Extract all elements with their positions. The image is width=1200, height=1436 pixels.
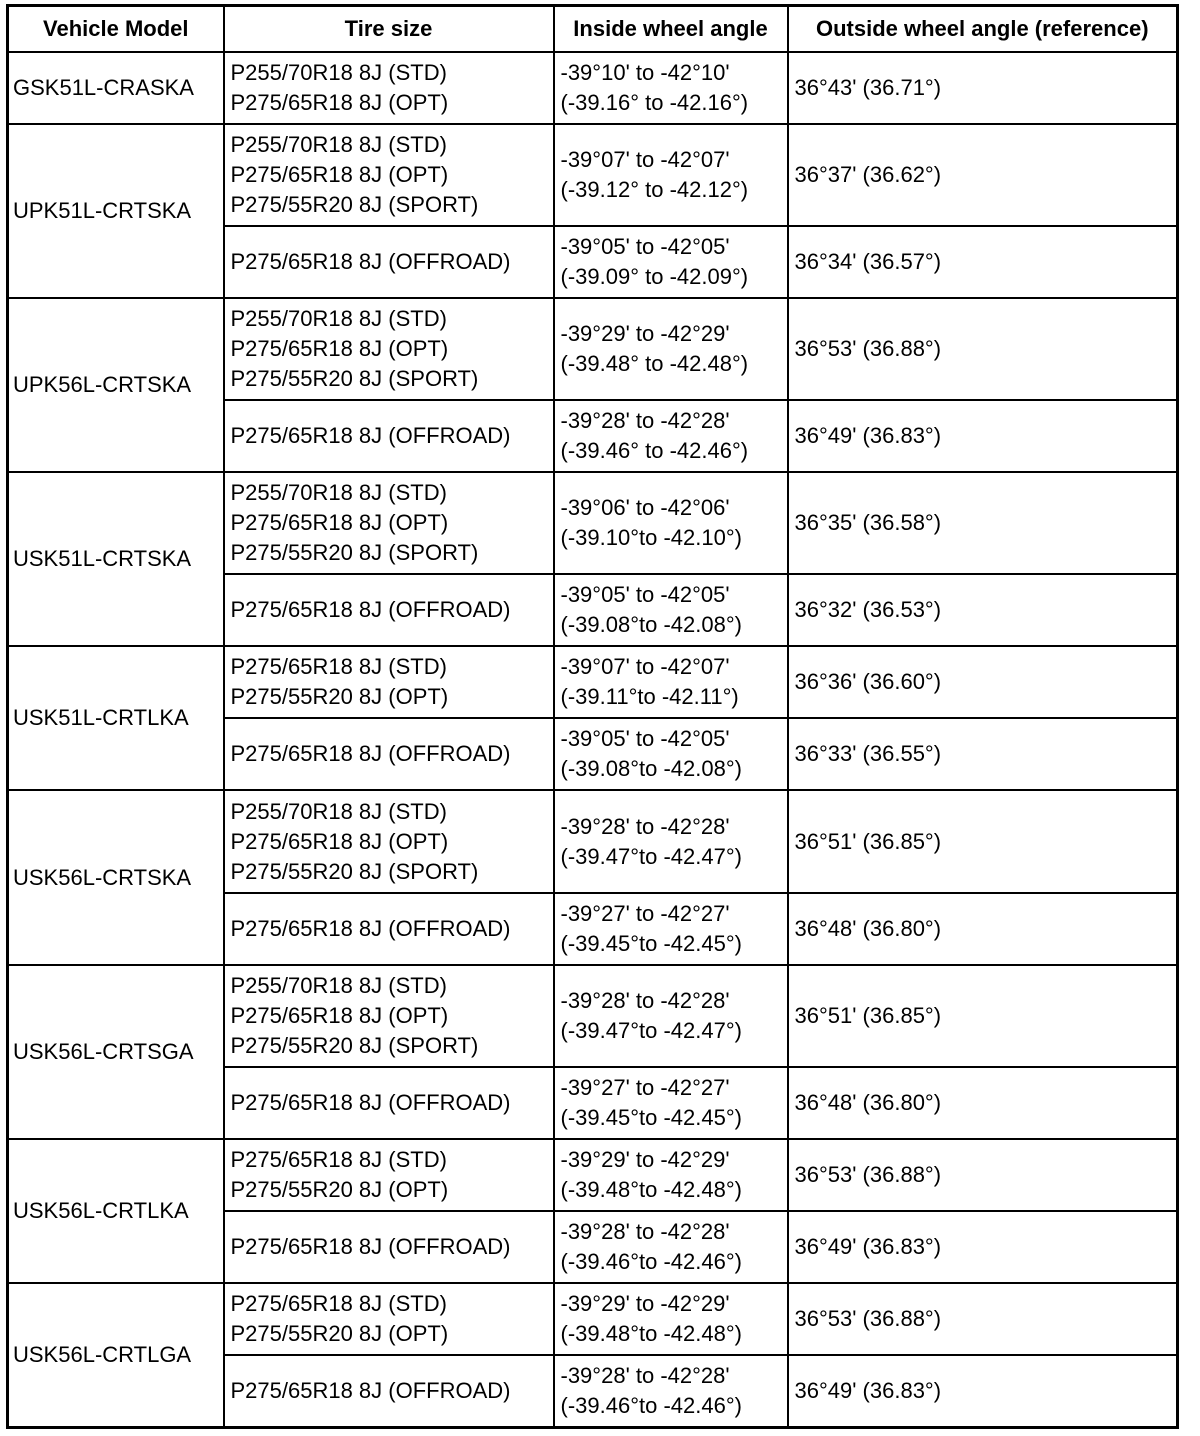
outside-wheel-angle-cell: 36°49' (36.83°): [788, 1355, 1178, 1427]
inside-angle-line: (-39.47°to -42.47°): [560, 843, 742, 869]
vehicle-model-cell: USK56L-CRTLGA: [8, 1283, 224, 1427]
table-row: [8, 1283, 1178, 1355]
tire-size-line: P275/65R18 8J (OFFROAD): [230, 597, 511, 623]
header-vehicle-model: Vehicle Model: [8, 6, 224, 52]
tire-size-line: P275/65R18 8J (STD): [230, 654, 447, 680]
vehicle-model-cell: USK56L-CRTSGA: [8, 965, 224, 1139]
tire-size-cell: [224, 124, 554, 226]
vehicle-model-cell: USK51L-CRTSKA: [8, 472, 224, 646]
tire-size-line: P275/65R18 8J (STD): [230, 1147, 447, 1172]
tire-size-cell: [224, 472, 554, 574]
table-body: [8, 52, 1178, 1428]
inside-angle-line: (-39.48°to -42.48°): [560, 1177, 742, 1202]
tire-size-cell: [224, 893, 554, 965]
inside-angle-line: -39°29' to -42°29': [560, 1291, 730, 1317]
inside-wheel-angle-cell: [554, 1139, 788, 1211]
tire-size-line: P275/65R18 8J (OFFROAD): [230, 248, 511, 274]
inside-angle-line: (-39.46° to -42.46°): [560, 438, 749, 464]
inside-wheel-angle-cell: [554, 965, 788, 1067]
inside-angle-line: (-39.46°to -42.46°): [560, 1249, 742, 1275]
tire-size-cell: [224, 298, 554, 400]
tire-size-cell: [224, 1139, 554, 1211]
vehicle-model-cell: USK51L-CRTLKA: [8, 646, 224, 790]
inside-angle-line: -39°27' to -42°27': [560, 900, 730, 926]
inside-angle-line: -39°27' to -42°27': [560, 1074, 730, 1100]
inside-angle-line: -39°05' to -42°05': [560, 582, 730, 608]
tire-size-cell: [224, 1067, 554, 1139]
inside-angle-line: -39°28' to -42°28': [560, 408, 730, 434]
inside-wheel-angle-cell: [554, 790, 788, 892]
inside-angle-line: -39°28' to -42°28': [560, 1219, 730, 1245]
inside-wheel-angle-cell: [554, 124, 788, 226]
tire-size-line: P275/65R18 8J (OPT): [230, 335, 449, 361]
tire-size-line: P275/65R18 8J (OPT): [230, 828, 449, 854]
tire-size-line: P275/55R20 8J (OPT): [230, 1177, 449, 1202]
inside-angle-line: -39°29' to -42°29': [560, 320, 730, 346]
tire-size-cell: [224, 1283, 554, 1355]
inside-wheel-angle-cell: [554, 400, 788, 472]
tire-size-line: P255/70R18 8J (STD): [230, 972, 447, 998]
inside-angle-line: -39°28' to -42°28': [560, 813, 730, 839]
inside-wheel-angle-cell: [554, 226, 788, 298]
inside-angle-line: (-39.09° to -42.09°): [560, 263, 749, 289]
inside-angle-line: -39°05' to -42°05': [560, 233, 730, 259]
outside-wheel-angle-cell: 36°51' (36.85°): [788, 790, 1178, 892]
tire-size-line: P255/70R18 8J (STD): [230, 131, 447, 157]
inside-wheel-angle-cell: [554, 52, 788, 124]
tire-size-line: P275/65R18 8J (OFFROAD): [230, 915, 511, 941]
outside-wheel-angle-cell: 36°35' (36.58°): [788, 472, 1178, 574]
tire-size-line: P275/55R20 8J (SPORT): [230, 858, 479, 884]
tire-size-line: P275/55R20 8J (SPORT): [230, 191, 479, 217]
outside-wheel-angle-cell: 36°51' (36.85°): [788, 965, 1178, 1067]
tire-size-cell: [224, 646, 554, 718]
tire-size-line: P275/65R18 8J (OPT): [230, 1002, 449, 1028]
vehicle-model-cell: USK56L-CRTSKA: [8, 790, 224, 964]
tire-size-line: P275/65R18 8J (OFFROAD): [230, 741, 511, 767]
inside-wheel-angle-cell: [554, 1211, 788, 1283]
tire-size-cell: [224, 1211, 554, 1283]
inside-angle-line: (-39.48°to -42.48°): [560, 1321, 742, 1347]
tire-size-line: P275/65R18 8J (STD): [230, 1291, 447, 1317]
outside-wheel-angle-cell: 36°37' (36.62°): [788, 124, 1178, 226]
tire-size-line: P275/65R18 8J (OFFROAD): [230, 423, 511, 449]
inside-angle-line: (-39.45°to -42.45°): [560, 1104, 742, 1130]
inside-angle-line: (-39.16° to -42.16°): [560, 89, 749, 115]
tire-size-cell: [224, 226, 554, 298]
inside-angle-line: (-39.46°to -42.46°): [560, 1393, 742, 1419]
inside-angle-line: -39°28' to -42°28': [560, 1363, 730, 1389]
tire-size-line: P255/70R18 8J (STD): [230, 59, 447, 85]
inside-angle-line: -39°05' to -42°05': [560, 726, 730, 752]
vehicle-model-cell: GSK51L-CRASKA: [8, 52, 224, 124]
vehicle-model-cell: UPK56L-CRTSKA: [8, 298, 224, 472]
outside-wheel-angle-cell: 36°33' (36.55°): [788, 718, 1178, 790]
outside-wheel-angle-cell: 36°53' (36.88°): [788, 1283, 1178, 1355]
table-row: [8, 472, 1178, 574]
inside-wheel-angle-cell: [554, 574, 788, 646]
outside-wheel-angle-cell: 36°36' (36.60°): [788, 646, 1178, 718]
inside-angle-line: (-39.08°to -42.08°): [560, 756, 742, 782]
tire-size-line: P275/65R18 8J (OPT): [230, 89, 449, 115]
tire-size-line: P255/70R18 8J (STD): [230, 305, 447, 331]
inside-wheel-angle-cell: [554, 298, 788, 400]
tire-size-line: P255/70R18 8J (STD): [230, 798, 447, 824]
table-row: [8, 52, 1178, 124]
vehicle-model-cell: UPK51L-CRTSKA: [8, 124, 224, 298]
table-row: [8, 790, 1178, 892]
tire-size-line: P275/55R20 8J (SPORT): [230, 1032, 479, 1058]
outside-wheel-angle-cell: 36°53' (36.88°): [788, 1139, 1178, 1211]
inside-angle-line: -39°29' to -42°29': [560, 1147, 730, 1172]
inside-wheel-angle-cell: [554, 1283, 788, 1355]
tire-size-cell: [224, 1355, 554, 1427]
tire-size-line: P255/70R18 8J (STD): [230, 480, 447, 506]
tire-size-cell: [224, 718, 554, 790]
tire-size-line: P275/65R18 8J (OPT): [230, 510, 449, 536]
header-inside-wheel-angle: Inside wheel angle: [554, 6, 788, 52]
header-tire-size: Tire size: [224, 6, 554, 52]
wheel-angle-table: [6, 4, 1179, 1429]
tire-size-cell: [224, 965, 554, 1067]
tire-size-cell: [224, 52, 554, 124]
inside-angle-line: -39°06' to -42°06': [560, 495, 730, 521]
inside-angle-line: (-39.48° to -42.48°): [560, 350, 749, 376]
tire-size-line: P275/55R20 8J (SPORT): [230, 365, 479, 391]
header-row: [8, 6, 1178, 52]
table-row: [8, 646, 1178, 718]
tire-size-line: P275/65R18 8J (OPT): [230, 161, 449, 187]
tire-size-line: P275/65R18 8J (OFFROAD): [230, 1378, 511, 1404]
tire-size-line: P275/55R20 8J (OPT): [230, 684, 449, 710]
outside-wheel-angle-cell: 36°49' (36.83°): [788, 400, 1178, 472]
vehicle-model-cell: USK56L-CRTLKA: [8, 1139, 224, 1283]
outside-wheel-angle-cell: 36°32' (36.53°): [788, 574, 1178, 646]
inside-wheel-angle-cell: [554, 718, 788, 790]
table-row: [8, 124, 1178, 226]
tire-size-line: P275/55R20 8J (OPT): [230, 1321, 449, 1347]
tire-size-line: P275/55R20 8J (SPORT): [230, 540, 479, 566]
table-row: [8, 1139, 1178, 1211]
inside-wheel-angle-cell: [554, 646, 788, 718]
inside-angle-line: -39°07' to -42°07': [560, 146, 730, 172]
inside-wheel-angle-cell: [554, 893, 788, 965]
inside-angle-line: -39°10' to -42°10': [560, 59, 730, 85]
tire-size-line: P275/65R18 8J (OFFROAD): [230, 1234, 511, 1260]
tire-size-cell: [224, 790, 554, 892]
outside-wheel-angle-cell: 36°48' (36.80°): [788, 893, 1178, 965]
inside-angle-line: -39°28' to -42°28': [560, 987, 730, 1013]
tire-size-cell: [224, 400, 554, 472]
header-outside-wheel-angle: Outside wheel angle (reference): [788, 6, 1178, 52]
tire-size-line: P275/65R18 8J (OFFROAD): [230, 1089, 511, 1115]
inside-angle-line: (-39.47°to -42.47°): [560, 1017, 742, 1043]
outside-wheel-angle-cell: 36°53' (36.88°): [788, 298, 1178, 400]
outside-wheel-angle-cell: 36°34' (36.57°): [788, 226, 1178, 298]
outside-wheel-angle-cell: 36°43' (36.71°): [788, 52, 1178, 124]
inside-angle-line: (-39.10°to -42.10°): [560, 525, 742, 551]
inside-wheel-angle-cell: [554, 472, 788, 574]
inside-angle-line: (-39.11°to -42.11°): [560, 684, 739, 710]
inside-angle-line: -39°07' to -42°07': [560, 654, 730, 680]
table-row: [8, 298, 1178, 400]
inside-wheel-angle-cell: [554, 1355, 788, 1427]
outside-wheel-angle-cell: 36°48' (36.80°): [788, 1067, 1178, 1139]
inside-angle-line: (-39.12° to -42.12°): [560, 176, 749, 202]
inside-angle-line: (-39.45°to -42.45°): [560, 930, 742, 956]
outside-wheel-angle-cell: 36°49' (36.83°): [788, 1211, 1178, 1283]
table-row: [8, 965, 1178, 1067]
inside-angle-line: (-39.08°to -42.08°): [560, 612, 742, 638]
tire-size-cell: [224, 574, 554, 646]
inside-wheel-angle-cell: [554, 1067, 788, 1139]
